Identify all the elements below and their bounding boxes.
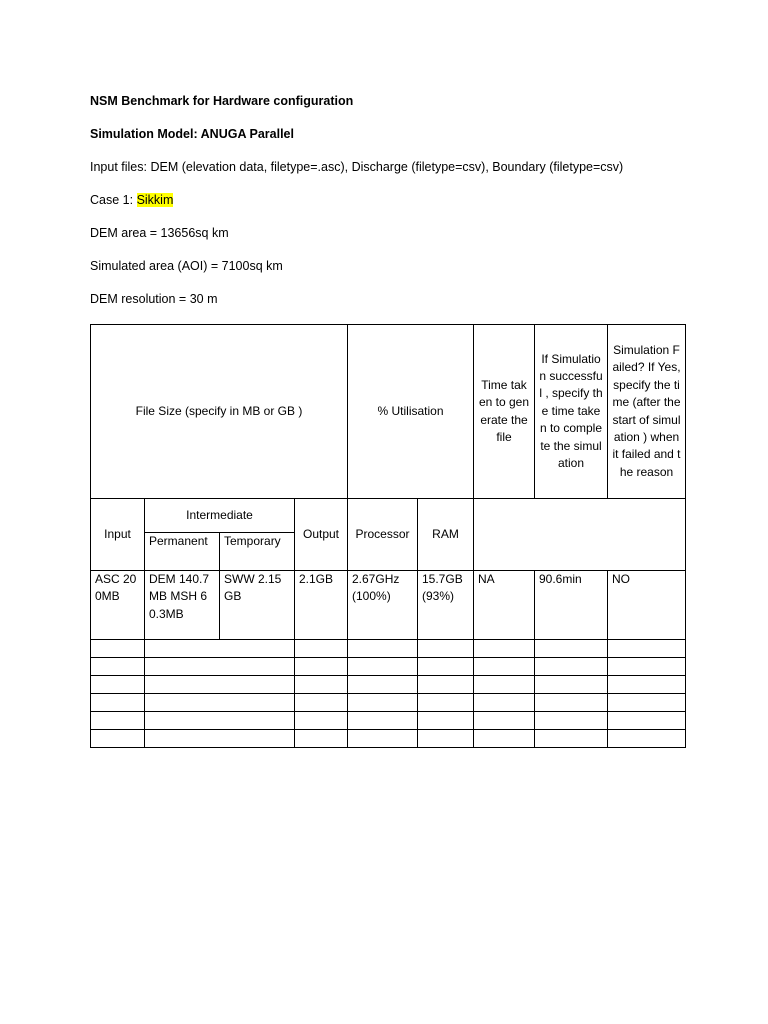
cell-failed: NO <box>608 571 686 640</box>
header-ram: RAM <box>418 499 474 571</box>
header-if-failed: Simulation Failed? If Yes, specify the time (after the start of simulation ) when it failed and the reason <box>608 325 686 499</box>
cell-input: ASC 200MB <box>91 571 145 640</box>
cell-permanent: DEM 140.7 MB MSH 60.3MB <box>145 571 220 640</box>
cell-output: 2.1GB <box>295 571 348 640</box>
input-files: Input files: DEM (elevation data, filetype=.asc), Discharge (filetype=csv), Boundary (filetype=csv) <box>90 160 624 174</box>
header-output: Output <box>295 499 348 571</box>
header-temporary: Temporary <box>220 533 295 571</box>
table-row <box>91 640 686 658</box>
header-row-sub <box>91 499 686 533</box>
case-name-highlight: Sikkim <box>136 193 174 207</box>
table-row <box>91 658 686 676</box>
header-empty <box>474 499 686 571</box>
table-row <box>91 730 686 748</box>
dem-resolution: DEM resolution = 30 m <box>90 292 218 306</box>
simulated-area: Simulated area (AOI) = 7100sq km <box>90 259 283 273</box>
cell-success-time: 90.6min <box>535 571 608 640</box>
cell-temporary: SWW 2.15GB <box>220 571 295 640</box>
header-utilisation: % Utilisation <box>348 325 474 499</box>
header-input: Input <box>91 499 145 571</box>
cell-time-taken: NA <box>474 571 535 640</box>
header-file-size: File Size (specify in MB or GB ) <box>91 325 348 499</box>
table-row <box>91 712 686 730</box>
dem-area: DEM area = 13656sq km <box>90 226 229 240</box>
cell-processor: 2.67GHz (100%) <box>348 571 418 640</box>
simulation-model: Simulation Model: ANUGA Parallel <box>90 127 294 141</box>
header-row-main <box>91 325 686 499</box>
header-processor: Processor <box>348 499 418 571</box>
table-row <box>91 571 686 640</box>
case-line <box>90 193 173 207</box>
header-if-success: If Simulation successful , specify the time taken to complete the simulation <box>535 325 608 499</box>
header-permanent: Permanent <box>145 533 220 571</box>
cell-ram: 15.7GB (93%) <box>418 571 474 640</box>
table-row <box>91 694 686 712</box>
benchmark-table <box>90 324 686 748</box>
case-prefix: Case 1: <box>90 193 137 207</box>
document-title: NSM Benchmark for Hardware configuration <box>90 94 354 108</box>
header-time-taken: Time taken to generate the file <box>474 325 535 499</box>
table-row <box>91 676 686 694</box>
header-intermediate: Intermediate <box>145 499 295 533</box>
